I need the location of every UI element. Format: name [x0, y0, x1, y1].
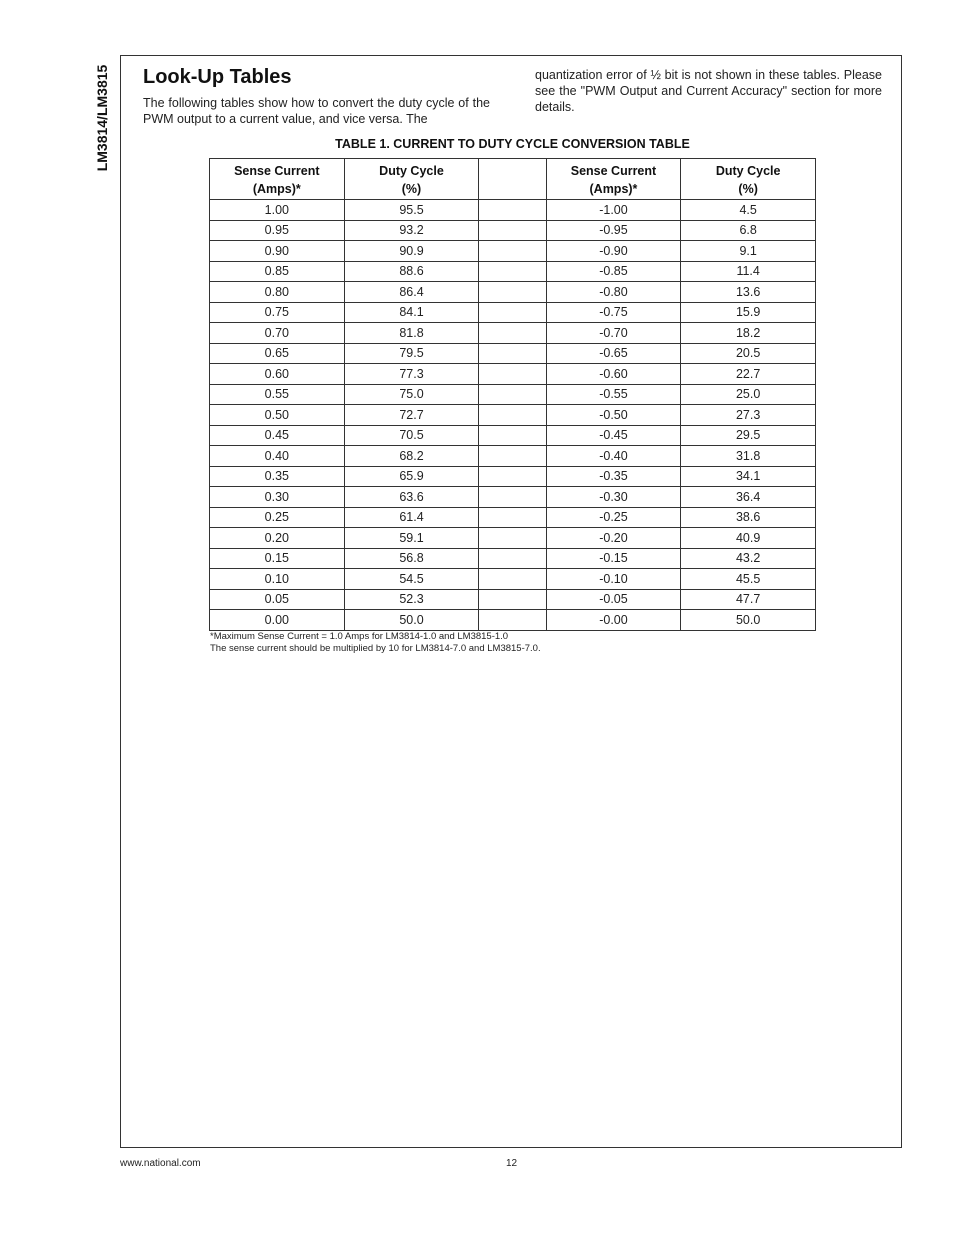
cell-sense-current-negative: -0.20: [546, 528, 681, 549]
cell-sense-current-negative: -0.40: [546, 446, 681, 467]
table-row: [210, 610, 816, 631]
cell-spacer: [479, 466, 546, 487]
table-title: TABLE 1. CURRENT TO DUTY CYCLE CONVERSION TABLE: [335, 137, 690, 151]
cell-sense-current-positive: 0.45: [210, 425, 345, 446]
cell-duty-cycle-negative: 25.0: [681, 384, 816, 405]
table-row: [210, 343, 816, 364]
intro-paragraph-right: quantization error of ½ bit is not shown in these tables. Please see the "PWM Output and Current Accuracy" section for more details.: [535, 68, 882, 114]
cell-duty-cycle-negative: 20.5: [681, 343, 816, 364]
cell-sense-current-positive: 0.95: [210, 220, 345, 241]
cell-spacer: [479, 528, 546, 549]
cell-sense-current-positive: 0.90: [210, 241, 345, 262]
cell-sense-current-positive: 0.10: [210, 569, 345, 590]
table-row: [210, 384, 816, 405]
cell-sense-current-positive: 0.55: [210, 384, 345, 405]
cell-duty-cycle-positive: 90.9: [344, 241, 479, 262]
table-row: [210, 466, 816, 487]
cell-sense-current-negative: -0.25: [546, 507, 681, 528]
cell-duty-cycle-negative: 13.6: [681, 282, 816, 303]
cell-sense-current-positive: 0.05: [210, 589, 345, 610]
header-line: Sense Current: [234, 163, 320, 178]
cell-duty-cycle-negative: 15.9: [681, 302, 816, 323]
cell-duty-cycle-positive: 72.7: [344, 405, 479, 426]
header-line: Duty Cycle: [379, 163, 444, 178]
cell-duty-cycle-positive: 79.5: [344, 343, 479, 364]
cell-sense-current-negative: -0.85: [546, 261, 681, 282]
table-body: [210, 200, 816, 631]
cell-spacer: [479, 364, 546, 385]
table-row: [210, 589, 816, 610]
header-sense-current-positive: [210, 159, 345, 200]
table-note: *Maximum Sense Current = 1.0 Amps for LM3814-1.0 and LM3815-1.0: [210, 631, 509, 642]
conversion-table: [209, 158, 816, 631]
cell-sense-current-negative: -1.00: [546, 200, 681, 221]
cell-sense-current-positive: 1.00: [210, 200, 345, 221]
table-row: [210, 282, 816, 303]
cell-sense-current-negative: -0.10: [546, 569, 681, 590]
cell-duty-cycle-positive: 56.8: [344, 548, 479, 569]
cell-duty-cycle-negative: 40.9: [681, 528, 816, 549]
header-line: Duty Cycle: [715, 163, 781, 178]
cell-duty-cycle-positive: 70.5: [344, 425, 479, 446]
cell-sense-current-positive: 0.80: [210, 282, 345, 303]
cell-duty-cycle-negative: 11.4: [681, 261, 816, 282]
cell-sense-current-negative: -0.75: [546, 302, 681, 323]
header-line: (Amps)*: [252, 181, 301, 196]
cell-spacer: [479, 302, 546, 323]
part-number-text: LM3814/LM3815: [94, 64, 110, 171]
cell-sense-current-negative: -0.30: [546, 487, 681, 508]
cell-sense-current-negative: -0.35: [546, 466, 681, 487]
table-row: [210, 220, 816, 241]
cell-sense-current-negative: -0.45: [546, 425, 681, 446]
cell-duty-cycle-negative: 45.5: [681, 569, 816, 590]
cell-duty-cycle-positive: 95.5: [344, 200, 479, 221]
cell-duty-cycle-positive: 52.3: [344, 589, 479, 610]
cell-sense-current-negative: -0.00: [546, 610, 681, 631]
cell-spacer: [479, 200, 546, 221]
cell-sense-current-positive: 0.60: [210, 364, 345, 385]
cell-sense-current-positive: 0.65: [210, 343, 345, 364]
cell-sense-current-positive: 0.85: [210, 261, 345, 282]
table-row: [210, 425, 816, 446]
cell-sense-current-positive: 0.75: [210, 302, 345, 323]
footer-website[interactable]: www.national.com: [120, 1158, 201, 1169]
table-notes: [210, 631, 541, 655]
cell-sense-current-negative: -0.90: [546, 241, 681, 262]
cell-duty-cycle-negative: 6.8: [681, 220, 816, 241]
part-number-side-label: [93, 55, 111, 180]
cell-sense-current-positive: 0.30: [210, 487, 345, 508]
cell-duty-cycle-positive: 59.1: [344, 528, 479, 549]
cell-sense-current-positive: 0.00: [210, 610, 345, 631]
cell-duty-cycle-positive: 75.0: [344, 384, 479, 405]
footer-page-number: 12: [506, 1158, 518, 1169]
table-row: [210, 569, 816, 590]
cell-duty-cycle-negative: 27.3: [681, 405, 816, 426]
cell-sense-current-negative: -0.65: [546, 343, 681, 364]
table-row: [210, 364, 816, 385]
header-duty-cycle-negative: [681, 159, 816, 200]
cell-sense-current-negative: -0.60: [546, 364, 681, 385]
cell-duty-cycle-negative: 34.1: [681, 466, 816, 487]
cell-duty-cycle-negative: 18.2: [681, 323, 816, 344]
cell-duty-cycle-positive: 84.1: [344, 302, 479, 323]
table-row: [210, 446, 816, 467]
section-heading: Look-Up Tables: [143, 66, 292, 88]
table-row: [210, 261, 816, 282]
cell-spacer: [479, 261, 546, 282]
cell-duty-cycle-negative: 4.5: [681, 200, 816, 221]
header-line: (Amps)*: [589, 181, 638, 196]
cell-sense-current-positive: 0.25: [210, 507, 345, 528]
cell-spacer: [479, 384, 546, 405]
cell-duty-cycle-positive: 81.8: [344, 323, 479, 344]
cell-sense-current-negative: -0.95: [546, 220, 681, 241]
cell-sense-current-negative: -0.15: [546, 548, 681, 569]
table-note: The sense current should be multiplied by 10 for LM3814-7.0 and LM3815-7.0.: [210, 643, 541, 654]
cell-sense-current-positive: 0.70: [210, 323, 345, 344]
header-spacer: [479, 159, 546, 200]
cell-spacer: [479, 487, 546, 508]
cell-spacer: [479, 282, 546, 303]
cell-sense-current-positive: 0.15: [210, 548, 345, 569]
cell-spacer: [479, 589, 546, 610]
cell-duty-cycle-positive: 86.4: [344, 282, 479, 303]
cell-duty-cycle-negative: 9.1: [681, 241, 816, 262]
table-row: [210, 528, 816, 549]
cell-duty-cycle-negative: 43.2: [681, 548, 816, 569]
table-header-row: [210, 159, 816, 200]
cell-spacer: [479, 548, 546, 569]
table-row: [210, 302, 816, 323]
cell-sense-current-positive: 0.35: [210, 466, 345, 487]
cell-duty-cycle-negative: 31.8: [681, 446, 816, 467]
table-row: [210, 200, 816, 221]
cell-spacer: [479, 343, 546, 364]
cell-spacer: [479, 569, 546, 590]
cell-spacer: [479, 446, 546, 467]
cell-duty-cycle-positive: 50.0: [344, 610, 479, 631]
cell-duty-cycle-positive: 65.9: [344, 466, 479, 487]
cell-sense-current-negative: -0.05: [546, 589, 681, 610]
cell-sense-current-positive: 0.50: [210, 405, 345, 426]
header-sense-current-negative: [546, 159, 681, 200]
cell-duty-cycle-negative: 22.7: [681, 364, 816, 385]
cell-duty-cycle-positive: 63.6: [344, 487, 479, 508]
cell-sense-current-negative: -0.50: [546, 405, 681, 426]
cell-duty-cycle-negative: 47.7: [681, 589, 816, 610]
cell-spacer: [479, 425, 546, 446]
intro-paragraph-left: The following tables show how to convert the duty cycle of the PWM output to a current value, and vice versa. The: [143, 96, 490, 126]
cell-duty-cycle-positive: 77.3: [344, 364, 479, 385]
cell-sense-current-negative: -0.70: [546, 323, 681, 344]
cell-spacer: [479, 405, 546, 426]
cell-duty-cycle-positive: 88.6: [344, 261, 479, 282]
cell-duty-cycle-positive: 93.2: [344, 220, 479, 241]
cell-duty-cycle-negative: 29.5: [681, 425, 816, 446]
header-line: (%): [401, 181, 422, 196]
table-row: [210, 323, 816, 344]
cell-sense-current-negative: -0.55: [546, 384, 681, 405]
cell-sense-current-negative: -0.80: [546, 282, 681, 303]
header-duty-cycle-positive: [344, 159, 479, 200]
header-line: Sense Current: [570, 163, 657, 178]
table-row: [210, 507, 816, 528]
cell-spacer: [479, 241, 546, 262]
table-row: [210, 405, 816, 426]
cell-spacer: [479, 610, 546, 631]
cell-duty-cycle-positive: 61.4: [344, 507, 479, 528]
cell-duty-cycle-negative: 50.0: [681, 610, 816, 631]
header-line: (%): [738, 181, 758, 196]
cell-duty-cycle-positive: 54.5: [344, 569, 479, 590]
table-row: [210, 241, 816, 262]
table-row: [210, 548, 816, 569]
table-row: [210, 487, 816, 508]
cell-spacer: [479, 323, 546, 344]
cell-spacer: [479, 507, 546, 528]
cell-spacer: [479, 220, 546, 241]
cell-sense-current-positive: 0.40: [210, 446, 345, 467]
cell-sense-current-positive: 0.20: [210, 528, 345, 549]
cell-duty-cycle-negative: 36.4: [681, 487, 816, 508]
cell-duty-cycle-negative: 38.6: [681, 507, 816, 528]
cell-duty-cycle-positive: 68.2: [344, 446, 479, 467]
